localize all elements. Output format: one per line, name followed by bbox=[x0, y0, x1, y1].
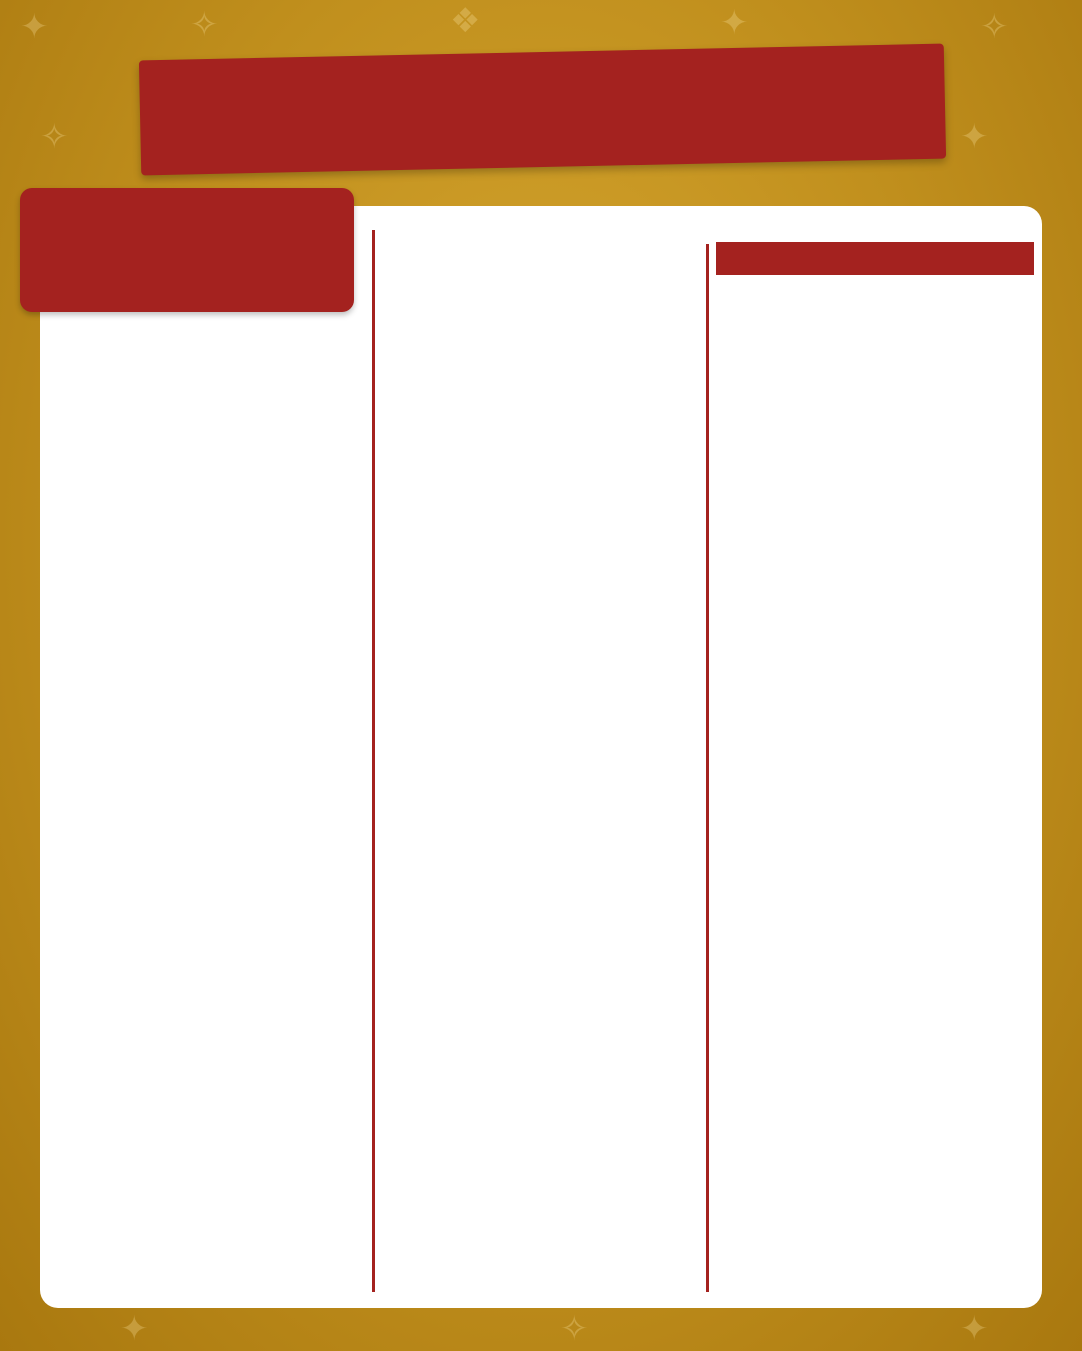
week-badge bbox=[20, 188, 354, 312]
day-header bbox=[716, 242, 1034, 275]
star-decoration-icon: ✦ bbox=[960, 1309, 989, 1349]
schedule-panel bbox=[40, 206, 1042, 1308]
star-decoration-icon: ✦ bbox=[120, 1309, 149, 1349]
gift-decoration-icon: ❖ bbox=[450, 1, 481, 41]
title-banner bbox=[139, 44, 946, 176]
column-divider bbox=[372, 230, 375, 1292]
angel-decoration-icon: ✧ bbox=[40, 117, 69, 157]
bell-decoration-icon: ✧ bbox=[980, 7, 1009, 47]
tree-decoration-icon: ✧ bbox=[190, 5, 219, 45]
angel-decoration-icon: ✦ bbox=[960, 117, 989, 157]
day-label bbox=[716, 242, 1034, 275]
column-divider bbox=[706, 244, 709, 1292]
star-decoration-icon: ✧ bbox=[560, 1309, 589, 1349]
column-extra-activities bbox=[716, 240, 1034, 281]
star-decoration-icon: ✦ bbox=[720, 3, 749, 43]
angel-decoration-icon: ✦ bbox=[20, 7, 49, 47]
column-middle bbox=[386, 244, 704, 248]
